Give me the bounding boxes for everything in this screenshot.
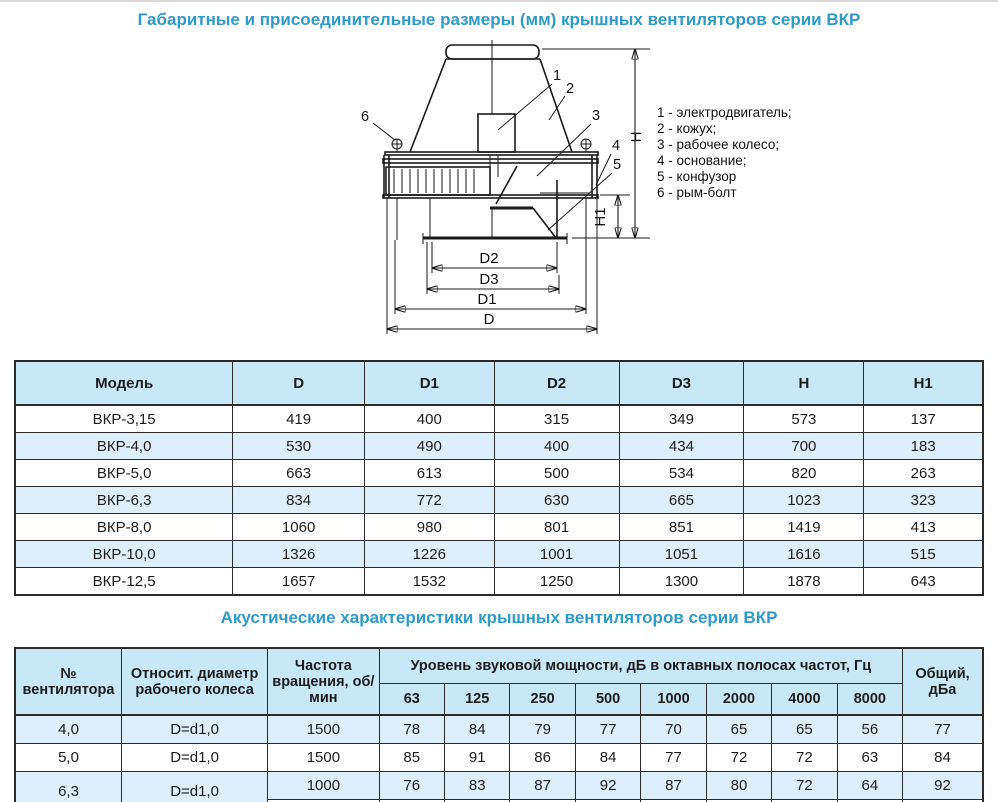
dimensions-table-wrap [14,360,984,596]
table-cell: 80 [706,772,771,800]
table-cell: 1051 [619,541,744,568]
frequency-header: 63 [379,684,444,716]
table-cell: 315 [494,405,619,433]
table-cell: 700 [744,433,864,460]
fan-technical-drawing [0,30,998,352]
table-cell: 84 [903,744,983,772]
legend-item: 1 - электродвигатель; [657,105,792,121]
table-cell: 530 [233,433,365,460]
table-cell: 78 [379,715,444,744]
column-header: D [233,361,365,405]
frequency-header: 2000 [706,684,771,716]
table-cell: 851 [619,514,744,541]
table-cell: 72 [772,772,837,800]
table-cell: 500 [494,460,619,487]
column-header: D3 [619,361,744,405]
table-cell: 613 [364,460,494,487]
legend-item: 3 - рабочее колесо; [657,137,792,153]
table-cell: 1000 [268,772,379,800]
frequency-header: 1000 [641,684,706,716]
table-cell: ВКР-8,0 [15,514,233,541]
table-cell: 980 [364,514,494,541]
table-cell: 1500 [268,744,379,772]
column-header: H [744,361,864,405]
column-header: D2 [494,361,619,405]
table-cell: 490 [364,433,494,460]
table-cell: ВКР-3,15 [15,405,233,433]
table-cell: 349 [619,405,744,433]
legend-item: 4 - основание; [657,153,792,169]
table-cell: 84 [444,715,509,744]
column-header-band-title: Уровень звуковой мощности, дБ в октавных полосах частот, Гц [379,648,903,684]
callout-4: 4 [612,138,620,154]
table-cell: 87 [641,772,706,800]
table-cell: 70 [641,715,706,744]
dimensions-table [14,360,984,596]
table-cell: ВКР-6,3 [15,487,233,514]
band-rail [383,195,598,198]
eye-bolt-left [392,139,402,152]
table-cell: 77 [641,744,706,772]
table-cell: D=d1,0 [122,715,268,744]
table-cell: 87 [510,772,575,800]
column-header: Модель [15,361,233,405]
dim-label-d3: D3 [479,271,498,288]
table-cell: 92 [903,772,983,800]
table-cell: 1657 [233,568,365,596]
table-cell: 56 [837,715,902,744]
callout-6: 6 [361,109,369,125]
table-cell: 801 [494,514,619,541]
legend-item: 5 - конфузор [657,169,792,185]
legend-item: 6 - рым-болт [657,185,792,201]
table-cell: D=d1,0 [122,772,268,802]
table-cell: 1001 [494,541,619,568]
frequency-header: 8000 [837,684,902,716]
table-cell: 772 [364,487,494,514]
acoustic-table [14,647,984,802]
table-cell: 1300 [619,568,744,596]
table-cell: 84 [575,744,640,772]
table-cell: ВКР-12,5 [15,568,233,596]
table-cell: 400 [364,405,494,433]
table-cell: 4,0 [15,715,122,744]
table-cell: 1060 [233,514,365,541]
table-cell: 515 [864,541,983,568]
table-cell: 5,0 [15,744,122,772]
table-row [15,405,983,433]
table-cell: 1616 [744,541,864,568]
table-cell: 1250 [494,568,619,596]
fan-cowl [410,59,572,152]
table-cell: 183 [864,433,983,460]
column-header-rel-diameter: Относит. диаметр рабочего колеса [122,648,268,715]
acoustic-table-body [15,715,983,802]
table-cell: ВКР-10,0 [15,541,233,568]
table-row [15,744,983,772]
table-cell: 400 [494,433,619,460]
frequency-header: 125 [444,684,509,716]
table-row [15,772,983,800]
table-cell: 323 [864,487,983,514]
table-cell: 79 [510,715,575,744]
table-cell: 92 [575,772,640,800]
table-cell: 65 [772,715,837,744]
acoustic-title: Акустические характеристики крышных вентиляторов серии ВКР [0,608,998,628]
callout-2: 2 [566,81,574,97]
table-row [15,715,983,744]
dim-label-d2: D2 [479,250,498,267]
table-cell: 820 [744,460,864,487]
table-cell: 91 [444,744,509,772]
table-cell: 6,3 [15,772,122,802]
frequency-header: 250 [510,684,575,716]
table-cell: 534 [619,460,744,487]
table-cell: 86 [510,744,575,772]
table-cell: 573 [744,405,864,433]
table-cell: 663 [233,460,365,487]
base-plate [423,233,567,244]
table-cell: 137 [864,405,983,433]
table-cell: 1419 [744,514,864,541]
parts-legend [657,105,792,201]
column-header-total: Общий, дБа [903,648,983,715]
louver-band [386,167,490,195]
table-row [15,487,983,514]
table-cell: 834 [233,487,365,514]
table-cell: 65 [706,715,771,744]
dim-label-h1: H1 [592,207,609,226]
table-cell: 643 [864,568,983,596]
table-cell: 1023 [744,487,864,514]
table-cell: 434 [619,433,744,460]
acoustic-header-row-1 [15,648,983,684]
callout-5: 5 [613,157,621,173]
column-header: D1 [364,361,494,405]
table-cell: 419 [233,405,365,433]
table-cell: 72 [706,744,771,772]
table-row [15,460,983,487]
table-row [15,568,983,596]
table-cell: 1532 [364,568,494,596]
table-cell: 665 [619,487,744,514]
column-header-fan-no: № вентилятора [15,648,122,715]
dim-label-d: D [484,311,495,328]
dim-label-d1: D1 [477,291,496,308]
frequency-header: 4000 [772,684,837,716]
callout-3: 3 [592,108,600,124]
table-cell: 77 [903,715,983,744]
table-cell: ВКР-4,0 [15,433,233,460]
table-cell: 1326 [233,541,365,568]
table-row [15,541,983,568]
table-cell: ВКР-5,0 [15,460,233,487]
dimensions-header-row [15,361,983,405]
table-cell: 77 [575,715,640,744]
table-cell: D=d1,0 [122,744,268,772]
table-cell: 85 [379,744,444,772]
table-row [15,433,983,460]
callout-1: 1 [553,68,561,84]
table-cell: 630 [494,487,619,514]
table-cell: 64 [837,772,902,800]
table-cell: 83 [444,772,509,800]
dim-label-h: H [628,132,645,143]
table-cell: 1500 [268,715,379,744]
table-cell: 263 [864,460,983,487]
table-cell: 1878 [744,568,864,596]
table-cell: 76 [379,772,444,800]
fan-flange [385,152,598,155]
table-cell: 63 [837,744,902,772]
table-cell: 72 [772,744,837,772]
table-row [15,514,983,541]
column-header-rotation: Частота вращения, об/мин [268,648,379,715]
frequency-header: 500 [575,684,640,716]
table-cell: 1226 [364,541,494,568]
eye-bolt-right [581,139,591,152]
table-cell: 413 [864,514,983,541]
page-title: Габаритные и присоединительные размеры (мм) крышных вентиляторов серии ВКР [0,10,998,30]
column-header: H1 [864,361,983,405]
acoustic-table-wrap [14,647,984,802]
legend-item: 2 - кожух; [657,121,792,137]
dimensions-table-body [15,405,983,595]
